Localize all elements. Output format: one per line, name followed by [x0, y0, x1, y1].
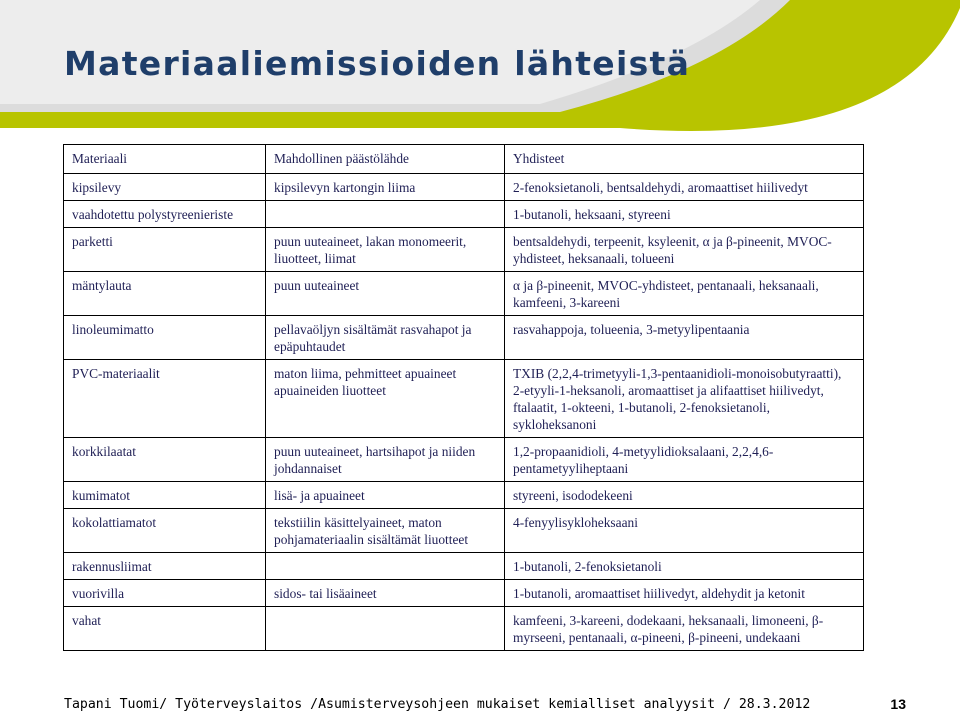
table-row [64, 438, 864, 482]
cell-compounds: TXIB (2,2,4-trimetyyli-1,3-pentaanidioli-monoisobutyraatti), 2-etyyli-1-heksanoli, aromaattiset ja alifaattiset hiilivedyt, ftalaatit, 1-okteeni, 1-butanoli, 2-fenoksietanoli, sykloheksanoni [505, 360, 864, 438]
table-header-row [64, 145, 864, 174]
cell-material: vaahdotettu polystyreenieriste [64, 201, 266, 228]
table-row [64, 174, 864, 201]
cell-material: vahat [64, 607, 266, 651]
cell-source: puun uuteaineet [266, 272, 505, 316]
cell-material: mäntylauta [64, 272, 266, 316]
table-row [64, 272, 864, 316]
cell-source [266, 607, 505, 651]
table-row [64, 509, 864, 553]
cell-material: parketti [64, 228, 266, 272]
footer-text: Tapani Tuomi/ Työterveyslaitos /Asumisterveysohjeen mukaiset kemialliset analyysit / 28.3.2012 [64, 697, 811, 712]
table-row [64, 316, 864, 360]
cell-compounds: 1,2-propaanidioli, 4-metyylidioksalaani, 2,2,4,6-pentametyyliheptaani [505, 438, 864, 482]
table-row [64, 201, 864, 228]
cell-compounds: 1-butanoli, heksaani, styreeni [505, 201, 864, 228]
cell-compounds: 2-fenoksietanoli, bentsaldehydi, aromaattiset hiilivedyt [505, 174, 864, 201]
cell-material: kipsilevy [64, 174, 266, 201]
cell-compounds: 1-butanoli, 2-fenoksietanoli [505, 553, 864, 580]
cell-source: maton liima, pehmitteet apuaineet apuaineiden liuotteet [266, 360, 505, 438]
cell-compounds: rasvahappoja, tolueenia, 3-metyylipentaania [505, 316, 864, 360]
cell-source: lisä- ja apuaineet [266, 482, 505, 509]
table-row [64, 360, 864, 438]
cell-compounds: α ja β-pineenit, MVOC-yhdisteet, pentanaali, heksanaali, kamfeeni, 3-kareeni [505, 272, 864, 316]
cell-compounds: 4-fenyylisykloheksaani [505, 509, 864, 553]
cell-source [266, 553, 505, 580]
cell-compounds: kamfeeni, 3-kareeni, dodekaani, heksanaali, limoneeni, β-myrseeni, pentanaali, α-pineeni, β-pineeni, undekaani [505, 607, 864, 651]
cell-material: linoleumimatto [64, 316, 266, 360]
header-cell-source: Mahdollinen päästölähde [266, 145, 505, 174]
cell-source: tekstiilin käsittelyaineet, maton pohjamateriaalin sisältämät liuotteet [266, 509, 505, 553]
cell-source: sidos- tai lisäaineet [266, 580, 505, 607]
cell-source: puun uuteaineet, lakan monomeerit, liuotteet, liimat [266, 228, 505, 272]
table-row [64, 607, 864, 651]
emissions-table [63, 144, 864, 651]
cell-material: korkkilaatat [64, 438, 266, 482]
page-title: Materiaaliemissioiden lähteistä [64, 44, 691, 83]
cell-source: pellavaöljyn sisältämät rasvahapot ja epäpuhtaudet [266, 316, 505, 360]
cell-compounds: 1-butanoli, aromaattiset hiilivedyt, aldehydit ja ketonit [505, 580, 864, 607]
cell-material: kokolattiamatot [64, 509, 266, 553]
cell-compounds: bentsaldehydi, terpeenit, ksyleenit, α ja β-pineenit, MVOC-yhdisteet, heksanaali, tolueeni [505, 228, 864, 272]
table-row [64, 580, 864, 607]
table-row [64, 553, 864, 580]
cell-material: kumimatot [64, 482, 266, 509]
header-cell-compounds: Yhdisteet [505, 145, 864, 174]
cell-material: vuorivilla [64, 580, 266, 607]
page-number: 13 [890, 696, 906, 712]
cell-compounds: styreeni, isododekeeni [505, 482, 864, 509]
cell-source [266, 201, 505, 228]
table-row [64, 482, 864, 509]
cell-source: kipsilevyn kartongin liima [266, 174, 505, 201]
cell-material: rakennusliimat [64, 553, 266, 580]
header-cell-material: Materiaali [64, 145, 266, 174]
table-row [64, 228, 864, 272]
cell-source: puun uuteaineet, hartsihapot ja niiden johdannaiset [266, 438, 505, 482]
cell-material: PVC-materiaalit [64, 360, 266, 438]
